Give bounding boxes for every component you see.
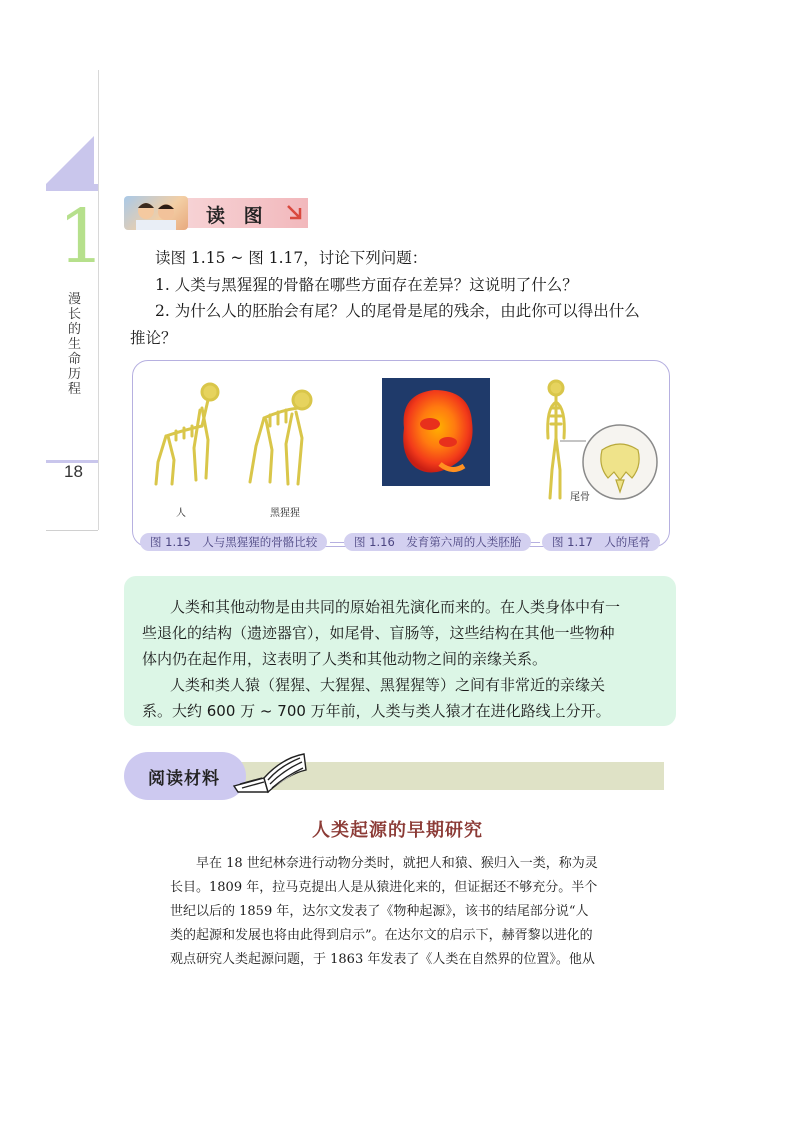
label-chimp: 黑猩猩: [270, 508, 300, 519]
chapter-corner-decoration: [46, 136, 94, 184]
margin-line: [98, 70, 99, 530]
caption-fig-1-16: 图 1.16 发育第六周的人类胚胎: [344, 533, 531, 551]
chimp-skeleton: [240, 380, 332, 498]
summary-line: 人类和类人猿（猩猩、大猩猩、黑猩猩等）之间有非常近的亲缘关: [170, 676, 606, 694]
summary-line: 人类和其他动物是由共同的原始祖先演化而来的。在人类身体中有一: [170, 598, 621, 616]
chapter-number: 1: [58, 194, 106, 280]
read-figure-banner: [124, 196, 308, 230]
reading-title: 人类起源的早期研究: [312, 820, 483, 841]
embryo-image: [382, 378, 490, 486]
question-2-continued: 推论？: [130, 329, 177, 347]
chapter-bar: [46, 184, 98, 191]
summary-line: 些退化的结构（遗迹器官），如尾骨、盲肠等，这些结构在其他一些物种: [142, 624, 615, 642]
banner-label: 读 图: [206, 205, 269, 227]
reading-paragraph-line: 观点研究人类起源问题，于 1863 年发表了《人类在自然界的位置》。他从: [170, 952, 595, 967]
page-number: 18: [64, 462, 83, 481]
page-corner: [46, 484, 98, 531]
arrow-icon: [284, 202, 304, 222]
question-2: 2. 为什么人的胚胎会有尾？人的尾骨是尾的残余，由此你可以得出什么: [155, 302, 640, 320]
tailbone-closeup: [580, 422, 660, 502]
summary-line: 系。大约 600 万 ~ 700 万年前，人类与类人猿才在进化路线上分开。: [142, 702, 611, 720]
question-1: 1. 人类与黑猩猩的骨骼在哪些方面存在差异？这说明了什么？: [155, 276, 578, 294]
questions-intro: 读图 1.15 ~ 图 1.17，讨论下列问题：: [155, 249, 428, 267]
label-human: 人: [176, 508, 186, 519]
summary-line: 体内仍在起作用，这表明了人类和其他动物之间的亲缘关系。: [142, 650, 548, 668]
chapter-title: 漫长的生命历程: [68, 292, 82, 397]
human-skeleton-quadruped: [144, 378, 234, 496]
reading-paragraph-line: 长目。1809 年，拉马克提出人是从猿进化来的，但证据还不够充分。半个: [170, 880, 598, 895]
figure-caption-bar: [140, 533, 660, 551]
caption-divider: [330, 542, 344, 543]
caption-fig-1-15: 图 1.15 人与黑猩猩的骨骼比较: [140, 533, 327, 551]
caption-fig-1-17: 图 1.17 人的尾骨: [542, 533, 660, 551]
reading-paragraph-line: 世纪以后的 1859 年，达尔文发表了《物种起源》，该书的结尾部分说“人: [170, 904, 589, 919]
zoom-connector: [560, 436, 586, 446]
open-book-icon: [228, 748, 308, 794]
reading-header-label: 阅读材料: [148, 769, 220, 789]
reading-paragraph-line: 类的起源和发展也将由此得到启示”。在达尔文的启示下，赫胥黎以进化的: [170, 928, 593, 943]
reading-paragraph-line: 早在 18 世纪林奈进行动物分类时，就把人和猿、猴归入一类，称为灵: [196, 856, 598, 871]
label-tailbone: 尾骨: [570, 492, 590, 503]
students-photo: [124, 196, 188, 230]
